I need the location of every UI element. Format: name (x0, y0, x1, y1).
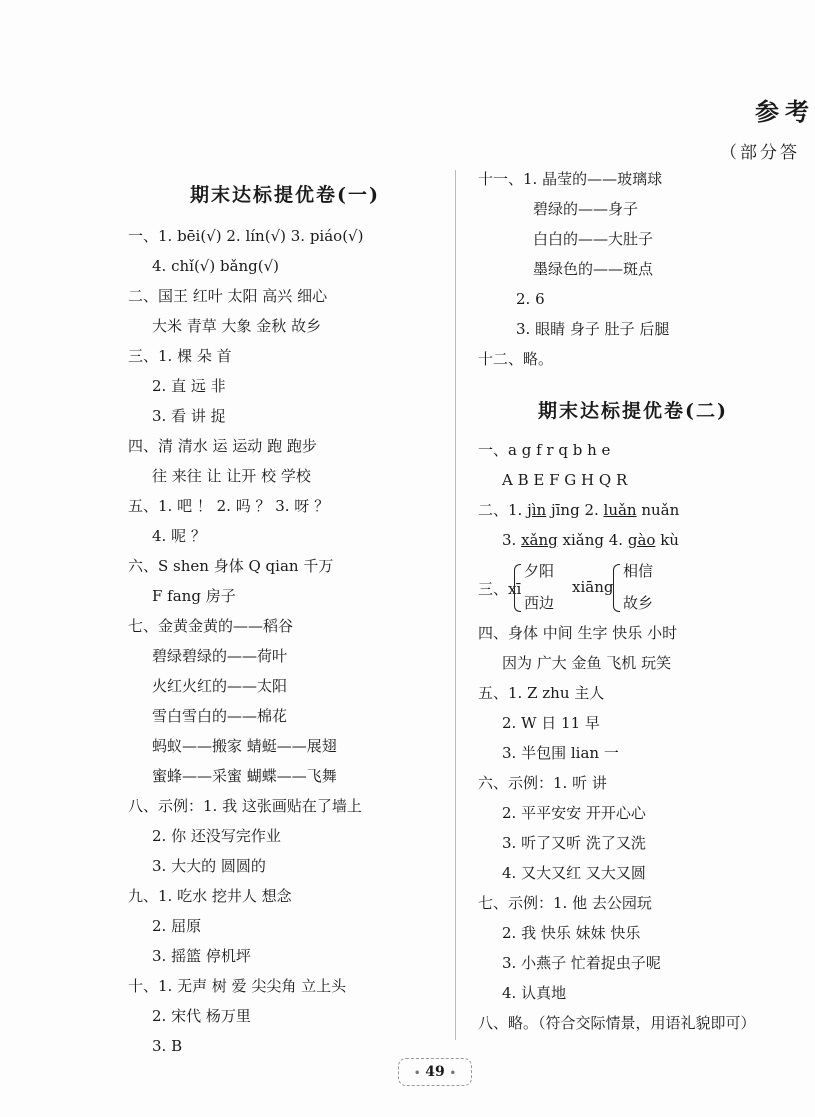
answer-line: 八、略。（符合交际情景，用语礼貌即可） (478, 1014, 756, 1032)
answer-line: 九、1. 吃水 挖井人 想念 (128, 887, 292, 905)
answer-line: 一、a g f r q b h e (478, 441, 611, 459)
answers-title: 参考 (755, 97, 815, 126)
pinyin-answer: luǎn (603, 501, 637, 519)
answer-line (478, 525, 798, 555)
q3-middle: xiāng (572, 578, 614, 596)
q3-label: 三、xī (478, 580, 522, 598)
answer-line: 3. 眼睛 身子 肚子 后腿 (516, 320, 670, 338)
q3-option-d: 故乡 (623, 594, 654, 612)
answer-line: 4. 又大又红 又大又圆 (502, 864, 646, 882)
answer-text: xiǎng 4. (557, 531, 628, 549)
ornament-dot-icon: • (413, 1068, 421, 1079)
pinyin-answer: jìn (527, 501, 547, 519)
ornament-dot-icon: • (449, 1068, 457, 1079)
answer-text: kù (655, 531, 679, 549)
q3-option-c: 相信 (623, 562, 654, 580)
answer-line: 4. chǐ(√) bǎng(√) (152, 257, 280, 275)
answer-line: 十一、1. 晶莹的——玻璃球 (478, 170, 663, 188)
answer-line: 4. 呢 ？ (152, 527, 206, 545)
answer-line: 四、清 清水 运 运动 跑 跑步 (128, 437, 317, 455)
answer-line: F fang 房子 (152, 587, 236, 605)
answer-line: 3. B (152, 1037, 183, 1055)
answer-line: 2. 直 远 非 (152, 377, 226, 395)
answer-line: 2. 平平安安 开开心心 (502, 804, 646, 822)
answer-line: 五、1. 吧 ！ 2. 吗 ？ 3. 呀 ？ (128, 497, 330, 515)
right-answer-column-a (478, 435, 798, 555)
left-answer-column (128, 221, 448, 1061)
answers-subtitle: （部分答 (720, 143, 800, 163)
answer-line: 因为 广大 金鱼 飞机 玩笑 (502, 654, 672, 672)
answer-text: jīng 2. (546, 501, 604, 519)
answer-line: 墨绿色的——斑点 (533, 260, 654, 278)
answer-line: 雪白雪白的——棉花 (152, 707, 288, 725)
answer-line: 碧绿的——身子 (533, 200, 639, 218)
answer-line: 蜜蜂——采蜜 蝴蝶——飞舞 (152, 767, 337, 785)
answer-line: 十二、略。 (478, 350, 554, 368)
answer-line: 一、1. bēi(√) 2. lín(√) 3. piáo(√) (128, 227, 364, 245)
answer-line: 二、国王 红叶 太阳 高兴 细心 (128, 287, 328, 305)
answer-line: 火红火红的——太阳 (152, 677, 288, 695)
answer-line: 白白的——大肚子 (533, 230, 654, 248)
answer-line (478, 495, 798, 525)
bracket-right (613, 564, 620, 612)
right-answer-column-b (478, 618, 798, 1038)
answer-line: 碧绿碧绿的——荷叶 (152, 647, 288, 665)
answer-line: 2. 6 (516, 290, 545, 308)
page-number-box (398, 1058, 472, 1086)
answer-line: 2. W 日 11 早 (502, 714, 600, 732)
answer-line: 3. 小燕子 忙着捉虫子呢 (502, 954, 661, 972)
answer-line: A B E F G H Q R (502, 471, 628, 489)
answer-text: 3. (502, 531, 522, 549)
answer-line: 3. 半包围 lian 一 (502, 744, 619, 762)
answer-text: 二、1. (478, 501, 528, 519)
answer-line: 2. 屈原 (152, 917, 202, 935)
q3-option-b: 西边 (524, 594, 555, 612)
answer-line: 2. 宋代 杨万里 (152, 1007, 251, 1025)
answer-line: 十、1. 无声 树 爱 尖尖角 立上头 (128, 977, 347, 995)
answer-line: 3. 听了又听 洗了又洗 (502, 834, 646, 852)
page-number: 49 (425, 1064, 445, 1080)
section-title-exam-1: 期末达标提优卷(一) (190, 184, 380, 206)
section-title-exam-2: 期末达标提优卷(二) (538, 400, 728, 422)
pinyin-answer: xǎng (521, 531, 558, 549)
answer-line: 三、1. 棵 朵 首 (128, 347, 232, 365)
answer-text: nuǎn (636, 501, 680, 519)
right-top-answer-column (478, 164, 798, 374)
answer-line: 4. 认真地 (502, 984, 567, 1002)
answer-line: 六、S shen 身体 Q qian 千万 (128, 557, 334, 575)
answer-line: 五、1. Z zhu 主人 (478, 684, 605, 702)
answer-line: 七、示例：1. 他 去公园玩 (478, 894, 652, 912)
column-divider (455, 170, 456, 1040)
answer-line: 2. 我 快乐 妹妹 快乐 (502, 924, 641, 942)
bracket-left (514, 564, 521, 612)
answer-line: 2. 你 还没写完作业 (152, 827, 281, 845)
answer-line: 七、金黄金黄的——稻谷 (128, 617, 294, 635)
answer-line: 蚂蚁——搬家 蜻蜓——展翅 (152, 737, 337, 755)
q3-option-a: 夕阳 (524, 562, 555, 580)
answer-line: 往 来往 让 让开 校 学校 (152, 467, 311, 485)
answer-line: 3. 摇篮 停机坪 (152, 947, 251, 965)
answer-line: 四、身体 中间 生字 快乐 小时 (478, 624, 678, 642)
answer-line: 六、示例：1. 听 讲 (478, 774, 607, 792)
answer-line: 3. 大大的 圆圆的 (152, 857, 266, 875)
pinyin-answer: gào (627, 531, 656, 549)
answer-line: 3. 看 讲 捉 (152, 407, 226, 425)
answer-line: 八、示例：1. 我 这张画贴在了墙上 (128, 797, 362, 815)
answer-line: 大米 青草 大象 金秋 故乡 (152, 317, 322, 335)
